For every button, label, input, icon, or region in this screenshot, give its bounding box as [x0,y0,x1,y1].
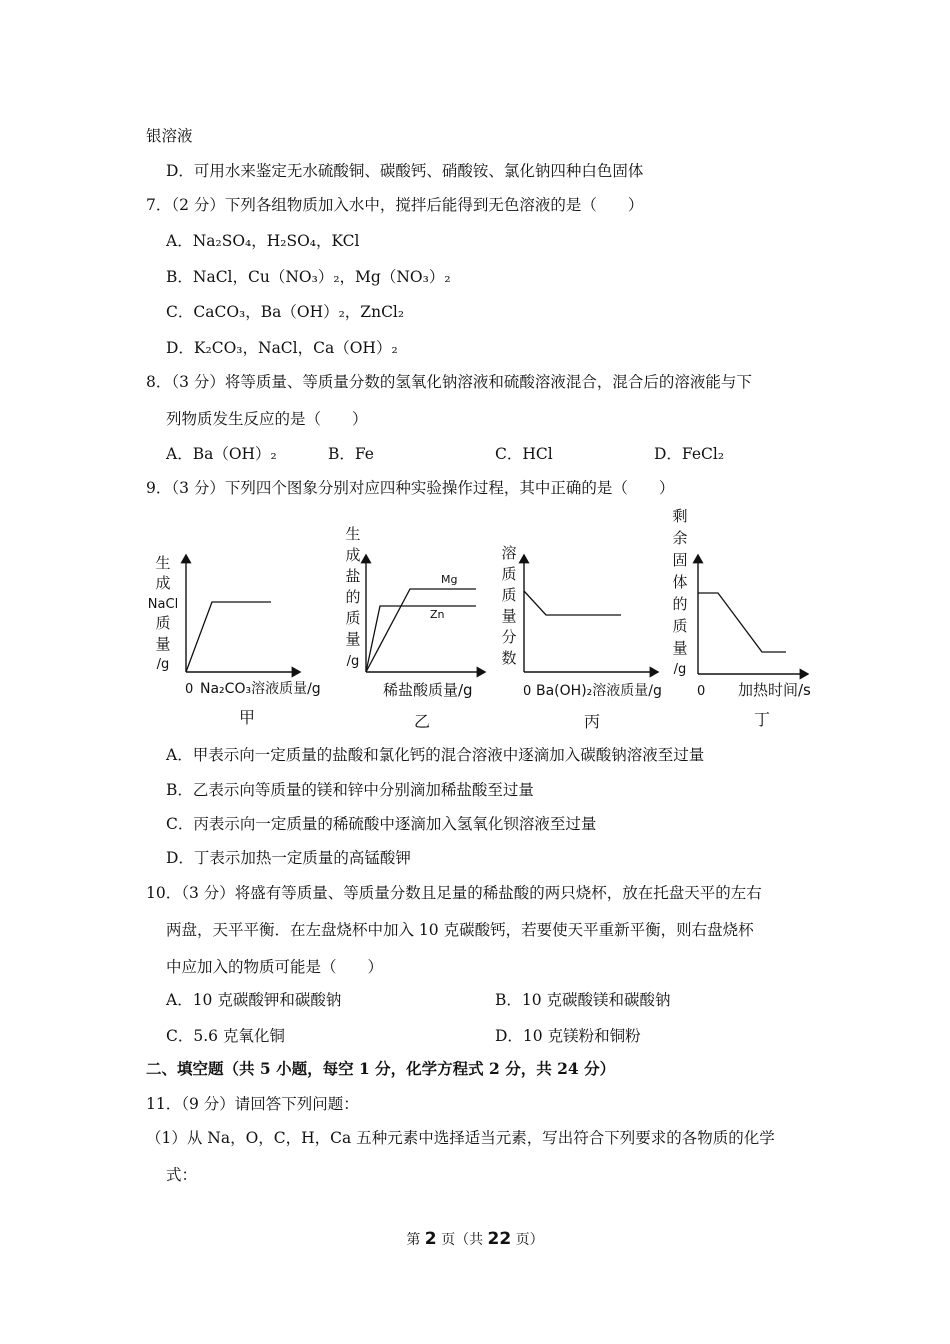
q8-option-c: C．HCl [495,445,553,463]
q9-option-b: B．乙表示向等质量的镁和锌中分别滴加稀盐酸至过量 [166,781,534,799]
yi-ylabel-1: 生 [345,525,361,543]
q9-option-c: C．丙表示向一定质量的稀硫酸中逐滴加入氢氧化钡溶液至过量 [166,815,597,833]
q9-option-a: A．甲表示向一定质量的盐酸和氯化钙的混合溶液中逐滴加入碳酸钠溶液至过量 [166,746,705,764]
continued-line: 银溶液 [146,127,193,145]
q10-option-d: D．10 克镁粉和铜粉 [495,1027,641,1045]
ding-origin: 0 [697,684,706,699]
bing-ylabel-4: 量 [501,607,517,625]
yi-zn-label: Zn [430,608,445,621]
ding-ylabel-7: 量 [672,639,688,657]
q8-option-b: B．Fe [328,445,374,463]
bing-caption: 丙 [583,712,601,731]
ding-ylabel-3: 固 [672,551,688,569]
footer-suffix: 页） [515,1232,544,1248]
q8-option-a: A．Ba（OH）₂ [166,445,277,463]
q10-stem-line1: 10．（3 分）将盛有等质量、等质量分数且足量的稀盐酸的两只烧杯，放在托盘天平的左右 [146,884,762,902]
q10-option-c: C．5.6 克氧化铜 [166,1027,285,1045]
q9-option-d: D．丁表示加热一定质量的高锰酸钾 [166,849,411,867]
yi-mg-label: Mg [441,573,458,586]
jia-xlabel: Na₂CO₃溶液质量/g [200,681,321,697]
q10-stem-line3: 中应加入的物质可能是（ ） [166,958,384,976]
bing-xlabel: Ba(OH)₂溶液质量/g [536,683,662,699]
yi-ylabel-6: 量 [345,630,361,648]
footer-page-number: 2 [424,1229,437,1249]
q8-stem-line1: 8．（3 分）将等质量、等质量分数的氢氧化钠溶液和硫酸溶液混合，混合后的溶液能与下 [146,373,752,391]
graph-ding [672,507,811,729]
ding-ylabel-8: /g [673,662,687,677]
q7-option-c: C．CaCO₃，Ba（OH）₂，ZnCl₂ [166,303,405,321]
q6-option-d: D．可用水来鉴定无水硫酸铜、碳酸钙、硝酸铵、氯化钠四种白色固体 [166,162,644,180]
jia-ylabel-2: 成 [155,574,171,592]
q7-stem: 7．（2 分）下列各组物质加入水中，搅拌后能得到无色溶液的是（ ） [146,196,644,214]
yi-ylabel-4: 的 [345,588,361,606]
jia-ylabel-1: 生 [155,554,171,572]
graph-jia [148,554,321,727]
q7-option-a: A．Na₂SO₄，H₂SO₄，KCl [166,232,360,250]
yi-ylabel-2: 成 [345,546,361,564]
ding-ylabel-2: 余 [672,529,688,547]
ding-ylabel-4: 体 [672,573,688,591]
q10-option-a: A．10 克碳酸钾和碳酸钠 [166,991,342,1009]
page-footer [0,1229,950,1249]
q9-stem: 9．（3 分）下列四个图象分别对应四种实验操作过程，其中正确的是（ ） [146,479,675,497]
jia-ylabel-4: 质 [155,614,171,632]
yi-xlabel: 稀盐酸质量/g [383,681,473,699]
jia-ylabel-5: 量 [155,635,171,653]
section-two-heading: 二、填空题（共 5 小题，每空 1 分，化学方程式 2 分，共 24 分） [146,1059,616,1078]
q11-stem: 11．（9 分）请回答下列问题： [146,1095,359,1113]
graph-yi [345,525,485,731]
bing-ylabel-2: 质 [501,565,517,583]
graph-bing [501,544,661,731]
ding-ylabel-6: 质 [672,617,688,635]
jia-origin: 0 [185,682,194,697]
ding-xlabel: 加热时间/s [738,681,811,699]
bing-ylabel-3: 质 [501,586,517,604]
bing-ylabel-6: 数 [501,649,517,667]
footer-prefix: 第 [406,1232,421,1248]
q8-option-d: D．FeCl₂ [654,445,725,463]
bing-ylabel-5: 分 [501,628,517,646]
ding-ylabel-1: 剩 [672,507,688,525]
jia-ylabel-3: NaCl [147,597,179,612]
q8-stem-line2: 列物质发生反应的是（ ） [166,410,368,428]
yi-ylabel-3: 盐 [345,567,361,585]
ding-caption: 丁 [753,710,771,729]
q10-option-b: B．10 克碳酸镁和碳酸钠 [495,991,671,1009]
q11-part1-line2: 式： [166,1166,198,1184]
yi-ylabel-7: /g [346,654,360,669]
q11-part1-line1: （1）从 Na，O，C，H，Ca 五种元素中选择适当元素，写出符合下列要求的各物质的化学 [146,1129,775,1147]
q9-graphs [140,505,830,735]
q7-option-d: D．K₂CO₃，NaCl，Ca（OH）₂ [166,339,398,357]
yi-caption: 乙 [413,712,431,731]
ding-ylabel-5: 的 [672,595,688,613]
bing-ylabel-1: 溶 [501,544,517,562]
q7-option-b: B．NaCl，Cu（NO₃）₂，Mg（NO₃）₂ [166,268,451,286]
yi-ylabel-5: 质 [345,609,361,627]
jia-caption: 甲 [238,708,256,727]
footer-middle: 页（共 [441,1232,484,1248]
q10-stem-line2: 两盘，天平平衡．在左盘烧杯中加入 10 克碳酸钙，若要使天平重新平衡，则右盘烧杯 [166,921,754,939]
jia-ylabel-6: /g [156,657,170,672]
footer-total-pages: 22 [487,1229,512,1249]
bing-origin: 0 [523,684,532,699]
